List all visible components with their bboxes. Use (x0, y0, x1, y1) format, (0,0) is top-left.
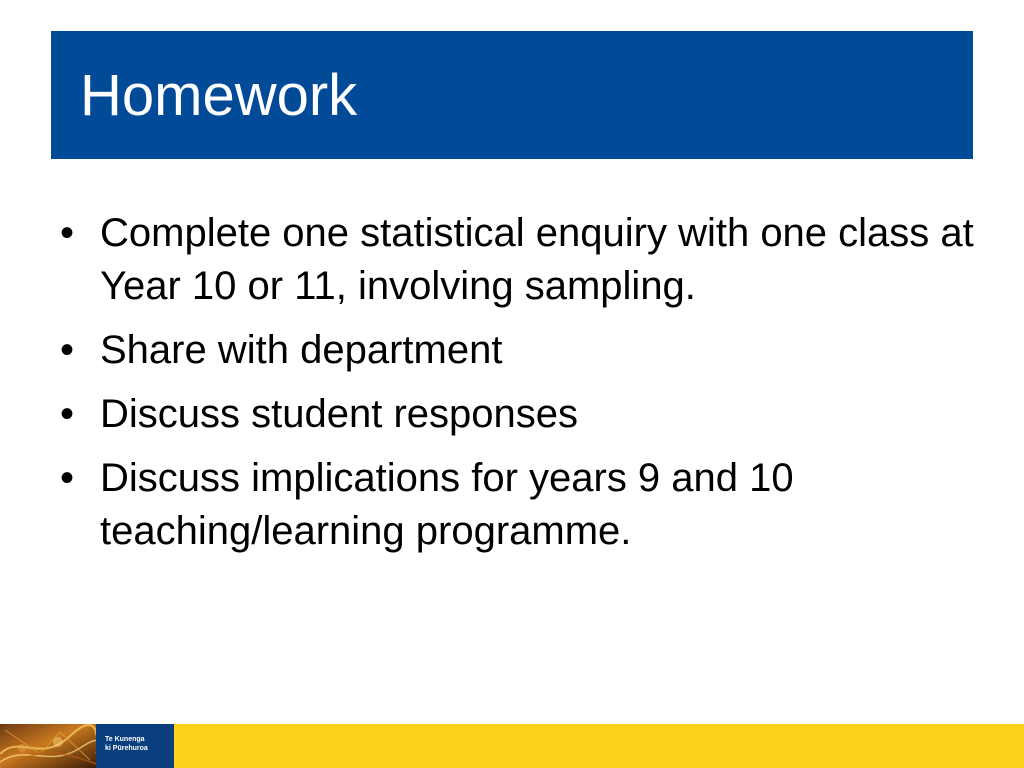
bullet-icon: • (60, 328, 75, 372)
bullet-text: Discuss implications for years 9 and 10 teaching/learning programme. (100, 456, 794, 553)
bullet-text: Share with department (100, 328, 503, 372)
bullet-icon: • (60, 456, 75, 500)
bullet-item (58, 388, 978, 441)
bullet-icon: • (60, 211, 75, 255)
bullet-text: Complete one statistical enquiry with one class at Year 10 or 11, involving sampling. (100, 211, 974, 308)
bullet-list (58, 207, 978, 569)
footer-photo-graphic (0, 724, 96, 768)
bullet-icon: • (60, 392, 75, 436)
bullet-item (58, 207, 978, 313)
bullet-item (58, 452, 978, 558)
bullet-text: Discuss student responses (100, 392, 579, 436)
slide-title: Homework (80, 63, 358, 128)
footer-photo (0, 724, 96, 768)
bullet-item (58, 324, 978, 377)
logo-text-line-2: ki Pūrehuroa (105, 745, 148, 752)
logo-text-line-1: Te Kunenga (105, 736, 145, 743)
title-bar (51, 31, 973, 159)
university-logo (96, 724, 174, 768)
